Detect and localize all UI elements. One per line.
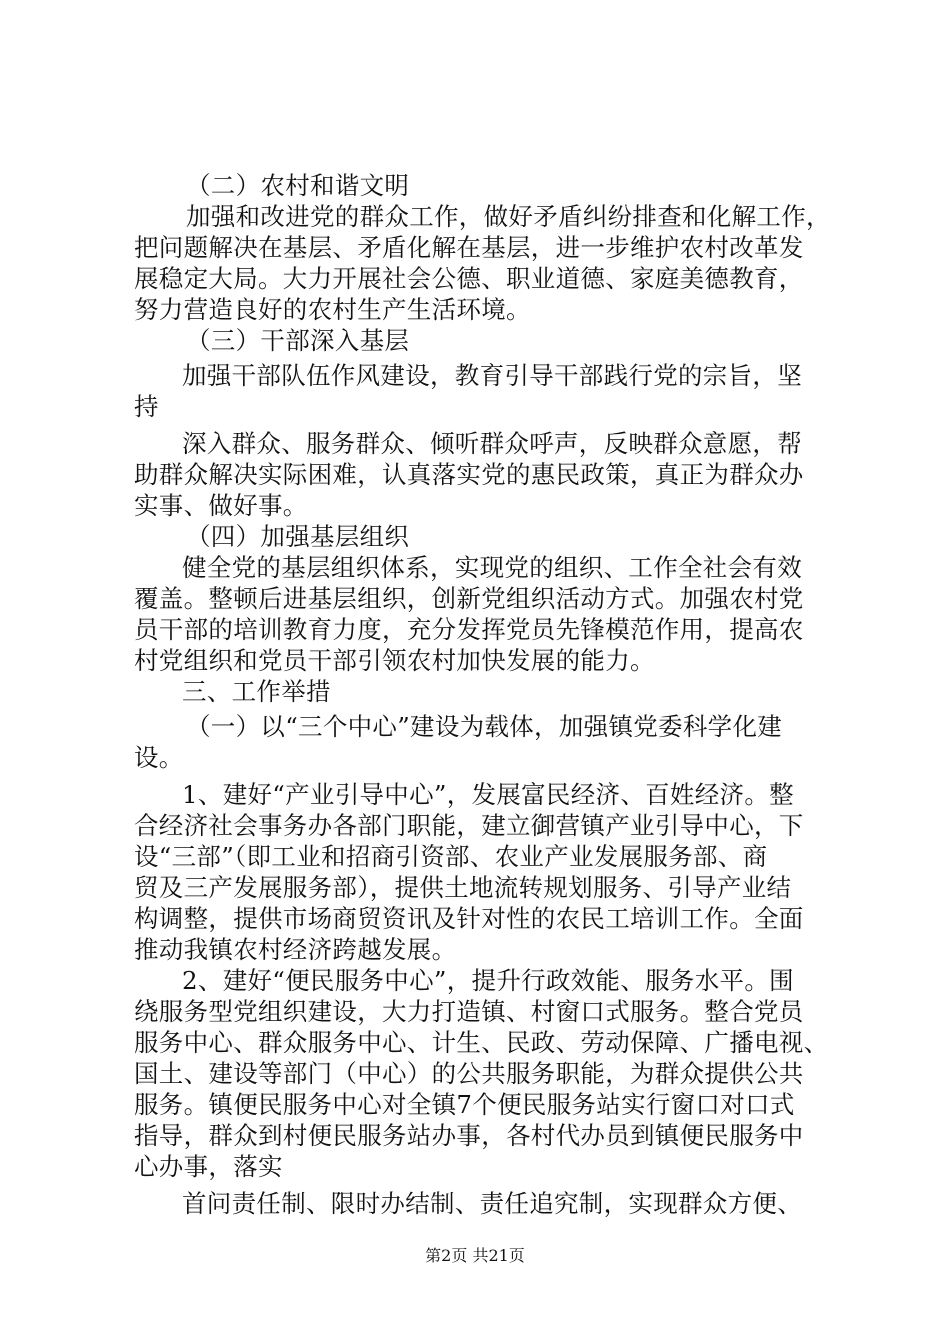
paragraph-line: 首问责任制、限时办结制、责任追究制，实现群众方便、 — [182, 1189, 802, 1218]
paragraph-line: 推动我镇农村经济跨越发展。 — [134, 935, 457, 964]
paragraph-line: 国土、建设等部门（中心）的公共服务职能，为群众提供公共 — [134, 1059, 804, 1088]
paragraph-line: 服务中心、群众服务中心、计生、民政、劳动保障、广播电视、 — [134, 1028, 829, 1057]
section-heading: （二）农村和谐文明 — [186, 171, 410, 200]
section-heading: （三）干部深入基层 — [186, 326, 410, 355]
paragraph-line: 持 — [134, 392, 159, 421]
page-number-footer: 第2页 共21页 — [425, 1246, 525, 1265]
paragraph-line: 助群众解决实际困难，认真落实党的惠民政策，真正为群众办 — [134, 460, 804, 489]
section-heading: （四）加强基层组织 — [186, 522, 410, 551]
paragraph-line: 绕服务型党组织建设，大力打造镇、村窗口式服务。整合党员 — [134, 997, 804, 1026]
paragraph-line: 贸及三产发展服务部），提供土地流转规划服务、引导产业结 — [134, 873, 792, 902]
paragraph-line: 合经济社会事务办各部门职能，建立御营镇产业引导中心，下 — [134, 811, 804, 840]
paragraph-line: 深入群众、服务群众、倾听群众呼声，反映群众意愿，帮 — [182, 429, 802, 458]
paragraph-line: 把问题解决在基层、矛盾化解在基层，进一步维护农村改革发 — [134, 233, 804, 262]
paragraph-line: 覆盖。整顿后进基层组织，创新党组织活动方式。加强农村党 — [134, 584, 804, 613]
paragraph-line: 服务。镇便民服务中心对全镇7个便民服务站实行窗口对口式 — [134, 1090, 795, 1119]
paragraph-line: 设“三部”（即工业和招商引资部、农业产业发展服务部、商 — [134, 842, 768, 871]
paragraph-line: 设。 — [134, 743, 184, 772]
paragraph-line: 健全党的基层组织体系，实现党的组织、工作全社会有效 — [182, 553, 802, 582]
paragraph-line: 加强干部队伍作风建设，教育引导干部践行党的宗旨，坚 — [182, 361, 802, 390]
section-heading: 三、工作举措 — [182, 677, 331, 706]
paragraph-line: 构调整，提供市场商贸资讯及针对性的农民工培训工作。全面 — [134, 904, 804, 933]
paragraph-line: 1、建好“产业引导中心”，发展富民经济、百姓经济。整 — [182, 780, 794, 809]
subsection-heading: （一）以“三个中心”建设为载体，加强镇党委科学化建 — [186, 712, 783, 741]
document-body — [134, 170, 834, 1219]
paragraph-line: 指导，群众到村便民服务站办事，各村代办员到镇便民服务中 — [134, 1121, 804, 1150]
paragraph-line: 员干部的培训教育力度，充分发挥党员先锋模范作用，提高农 — [134, 615, 804, 644]
paragraph-line: 实事、做好事。 — [134, 491, 308, 520]
paragraph-line: 2、建好“便民服务中心”，提升行政效能、服务水平。围 — [182, 966, 794, 995]
paragraph-line: 村党组织和党员干部引领农村加快发展的能力。 — [134, 646, 655, 675]
paragraph-line: 努力营造良好的农村生产生活环境。 — [134, 295, 531, 324]
paragraph-line: 展稳定大局。大力开展社会公德、职业道德、家庭美德教育， — [134, 264, 804, 293]
paragraph-line: 加强和改进党的群众工作，做好矛盾纠纷排查和化解工作， — [186, 202, 831, 231]
paragraph-line: 心办事，落实 — [134, 1152, 283, 1181]
